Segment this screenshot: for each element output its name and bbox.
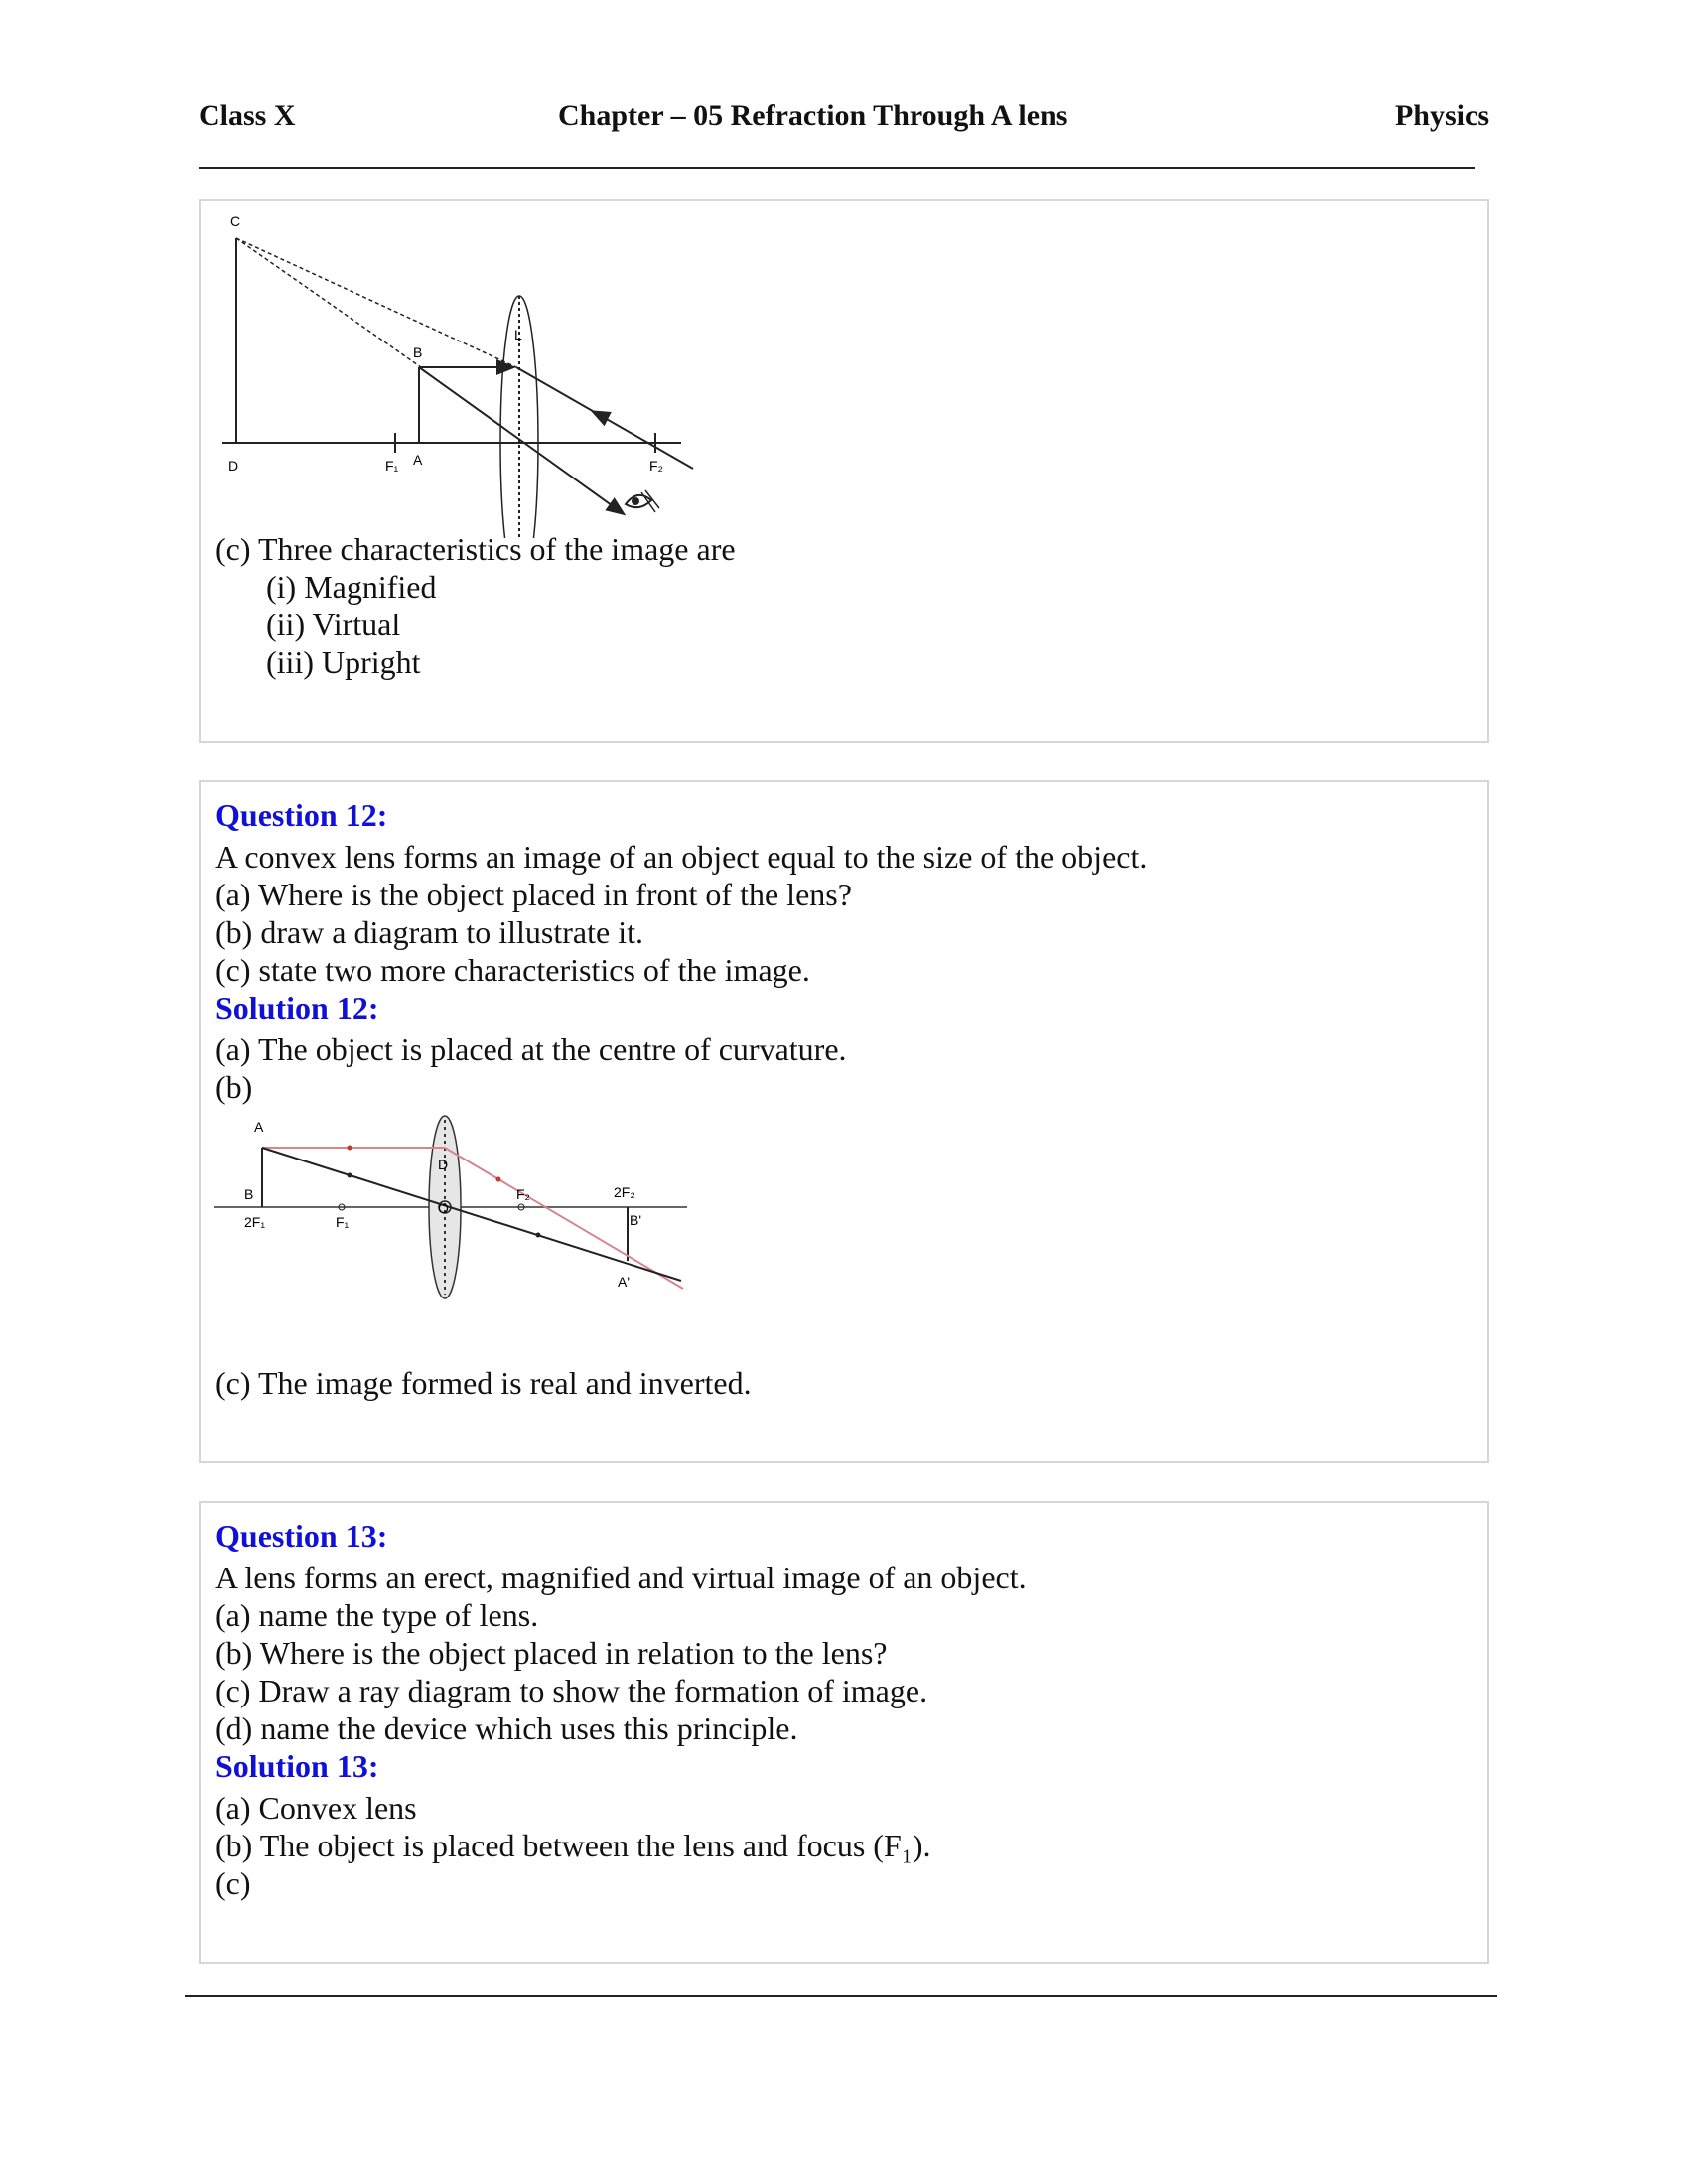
solution-line: (b) The object is placed between the lens and focus (F₁). <box>215 1828 931 1863</box>
central-ray <box>262 1148 681 1281</box>
question-line: (c) Draw a ray diagram to show the formation of image. <box>215 1673 928 1708</box>
solution-line: (c) <box>215 1865 251 1901</box>
label-a: A <box>413 452 423 468</box>
dotted-extension-1 <box>236 238 421 367</box>
label-f1: F₁ <box>385 458 399 474</box>
eye-icon <box>626 490 659 512</box>
question-12-heading: Question 12: <box>215 797 388 833</box>
parallel-ray <box>262 1148 683 1289</box>
label-f1: F₁ <box>336 1214 350 1230</box>
characteristic-item: (i) Magnified <box>266 569 437 605</box>
dotted-extension-2 <box>236 238 516 367</box>
central-ray <box>419 367 623 513</box>
subject-label: Physics <box>1394 99 1489 132</box>
label-f2: F₂ <box>516 1186 530 1202</box>
header-divider <box>199 167 1475 169</box>
solution-11-continued-box <box>199 199 1489 743</box>
label-b: B <box>413 344 423 360</box>
question-line: (c) state two more characteristics of the image. <box>215 952 810 988</box>
label-2f2: 2F₂ <box>614 1184 635 1200</box>
label-c: C <box>230 213 241 229</box>
question-13-heading: Question 13: <box>215 1518 388 1554</box>
characteristics-intro: (c) Three characteristics of the image are <box>215 531 736 567</box>
solution-line: (a) The object is placed at the centre of curvature. <box>215 1031 847 1067</box>
label-l: L <box>514 327 522 342</box>
question-line: (d) name the device which uses this principle. <box>215 1710 798 1746</box>
question-12-box <box>199 780 1489 1463</box>
question-line: A lens forms an erect, magnified and virtual image of an object. <box>215 1560 1027 1595</box>
characteristic-item: (iii) Upright <box>266 644 421 680</box>
question-line: (a) name the type of lens. <box>215 1597 539 1633</box>
question-13-box <box>199 1501 1489 1964</box>
characteristic-item: (ii) Virtual <box>266 607 401 642</box>
question-line: A convex lens forms an image of an object equal to the size of the object. <box>215 839 1148 875</box>
refracted-ray <box>516 367 693 469</box>
solution-line: (c) The image formed is real and inverted. <box>215 1365 752 1401</box>
footer-divider <box>185 1995 1497 1997</box>
label-a-prime: A' <box>618 1274 631 1290</box>
page-header <box>199 99 1489 139</box>
label-2f1: 2F₁ <box>244 1214 266 1230</box>
label-a: A <box>254 1119 264 1135</box>
label-f2: F₂ <box>649 458 663 474</box>
label-b-prime: B' <box>630 1212 642 1228</box>
question-line: (b) draw a diagram to illustrate it. <box>215 914 643 950</box>
label-b: B <box>244 1186 254 1202</box>
magnifier-ray-diagram <box>201 201 717 538</box>
solution-12-heading: Solution 12: <box>215 990 379 1025</box>
label-o: O <box>438 1200 449 1216</box>
2f-ray-diagram <box>201 1110 717 1324</box>
solution-13-heading: Solution 13: <box>215 1748 379 1784</box>
class-label: Class X <box>199 99 296 132</box>
question-line: (a) Where is the object placed in front of the lens? <box>215 877 852 912</box>
question-line: (b) Where is the object placed in relation to the lens? <box>215 1635 888 1671</box>
label-d: D <box>228 458 239 474</box>
label-d: D <box>438 1157 449 1172</box>
solution-line: (a) Convex lens <box>215 1790 417 1826</box>
solution-line: (b) <box>215 1069 253 1105</box>
chapter-title: Chapter – 05 Refraction Through A lens <box>558 99 1068 132</box>
